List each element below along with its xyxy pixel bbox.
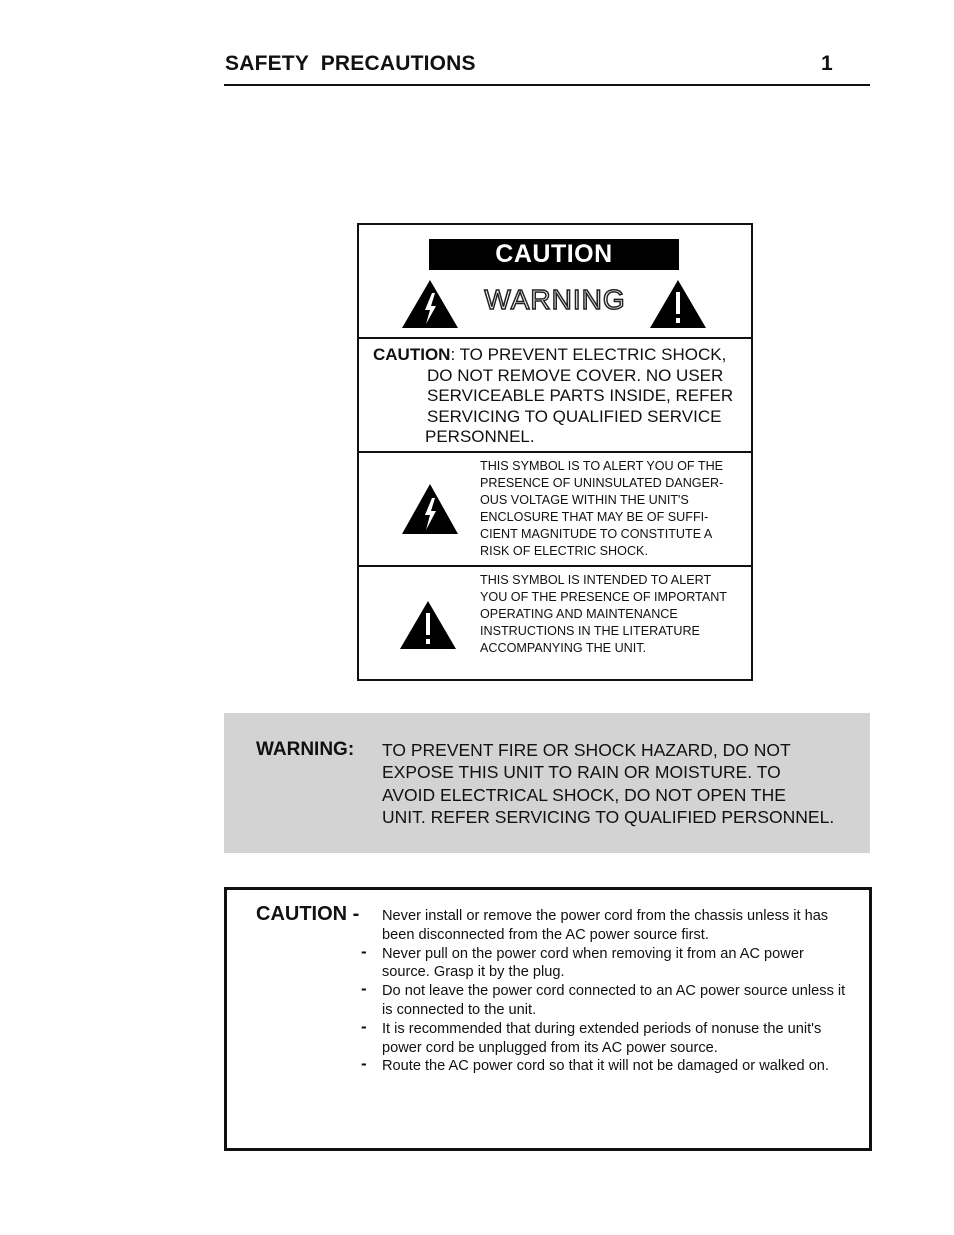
text-line: THIS SYMBOL IS TO ALERT YOU OF THE (480, 459, 724, 473)
exclamation-symbol-description (480, 572, 746, 657)
warning-word: WARNING (484, 284, 626, 315)
exclamation-symbol-section (359, 567, 751, 679)
text-line: ENCLOSURE THAT MAY BE OF SUFFI- (480, 510, 709, 524)
list-item-text: Never pull on the power cord when removing it from an AC power source. Grasp it by the plug. (382, 945, 804, 981)
warning-label: WARNING: (256, 739, 355, 760)
text-line: PRESENCE OF UNINSULATED DANGER- (480, 476, 724, 490)
text-line: TO PREVENT FIRE OR SHOCK HAZARD, DO NOT (382, 740, 791, 760)
bullet-dash: - (361, 1054, 367, 1074)
list-item-text: Route the AC power cord so that it will not be damaged or walked on. (382, 1058, 829, 1075)
list-item-text: Do not leave the power cord connected to an AC power source unless it is connected to the unit. (382, 983, 846, 1018)
list-item-text: Never install or remove the power cord from the chassis unless it has been disconnected from the AC power source first. (382, 908, 829, 943)
caution-line: DO NOT REMOVE COVER. NO USER (427, 365, 724, 385)
list-item (227, 1016, 847, 1058)
text-line: AVOID ELECTRICAL SHOCK, DO NOT OPEN THE (382, 784, 786, 805)
text-line: OUS VOLTAGE WITHIN THE UNIT'S (480, 493, 689, 507)
exclamation-warning-icon (649, 279, 707, 329)
list-item (227, 979, 847, 1020)
text-line: RISK OF ELECTRIC SHOCK. (480, 544, 648, 558)
caution-statement (373, 345, 749, 448)
caution-lead: CAUTION (373, 345, 451, 364)
text-line: ACCOMPANYING THE UNIT. (480, 641, 647, 655)
bullet-dash: - (361, 1016, 367, 1036)
bolt-symbol-description (480, 458, 746, 560)
caution-line: SERVICEABLE PARTS INSIDE, REFER (427, 386, 734, 405)
caution-list-box (224, 887, 872, 1151)
caution-list (227, 907, 867, 1076)
list-item (227, 941, 847, 983)
text-line: INSTRUCTIONS IN THE LITERATURE (480, 624, 700, 638)
caution-line: PERSONNEL. (425, 427, 535, 446)
text-line: OPERATING AND MAINTENANCE (480, 607, 678, 621)
header-divider (224, 84, 870, 86)
caution-box-label: CAUTION - (256, 903, 360, 925)
page-title: SAFETY PRECAUTIONS (225, 52, 476, 75)
list-item (227, 1054, 847, 1076)
list-item-text: It is recommended that during extended periods of nonuse the unit's power cord be unplugged from its AC power source. (382, 1020, 822, 1056)
warning-text (382, 739, 852, 828)
text-line: EXPOSE THIS UNIT TO RAIN OR MOISTURE. TO (382, 762, 781, 783)
bullet-dash: - (361, 941, 367, 961)
caution-banner: CAUTION (429, 239, 679, 270)
bullet-dash: - (361, 979, 367, 999)
label-header-section (359, 225, 751, 339)
caution-line: : TO PREVENT ELECTRIC SHOCK, (450, 345, 727, 364)
text-line: CIENT MAGNITUDE TO CONSTITUTE A (480, 527, 713, 541)
caution-line: SERVICING TO QUALIFIED SERVICE (427, 406, 722, 426)
list-item (227, 907, 847, 945)
exclamation-warning-icon (399, 600, 457, 650)
text-line: UNIT. REFER SERVICING TO QUALIFIED PERSONNEL. (382, 806, 835, 827)
lightning-bolt-warning-icon (401, 483, 459, 535)
caution-statement-section (359, 339, 751, 453)
warning-panel (224, 713, 870, 853)
bolt-symbol-section (359, 453, 751, 567)
text-line: YOU OF THE PRESENCE OF IMPORTANT (480, 590, 728, 604)
caution-label-box (357, 223, 753, 681)
page-number: 1 (821, 52, 833, 75)
text-line: THIS SYMBOL IS INTENDED TO ALERT (480, 573, 712, 587)
